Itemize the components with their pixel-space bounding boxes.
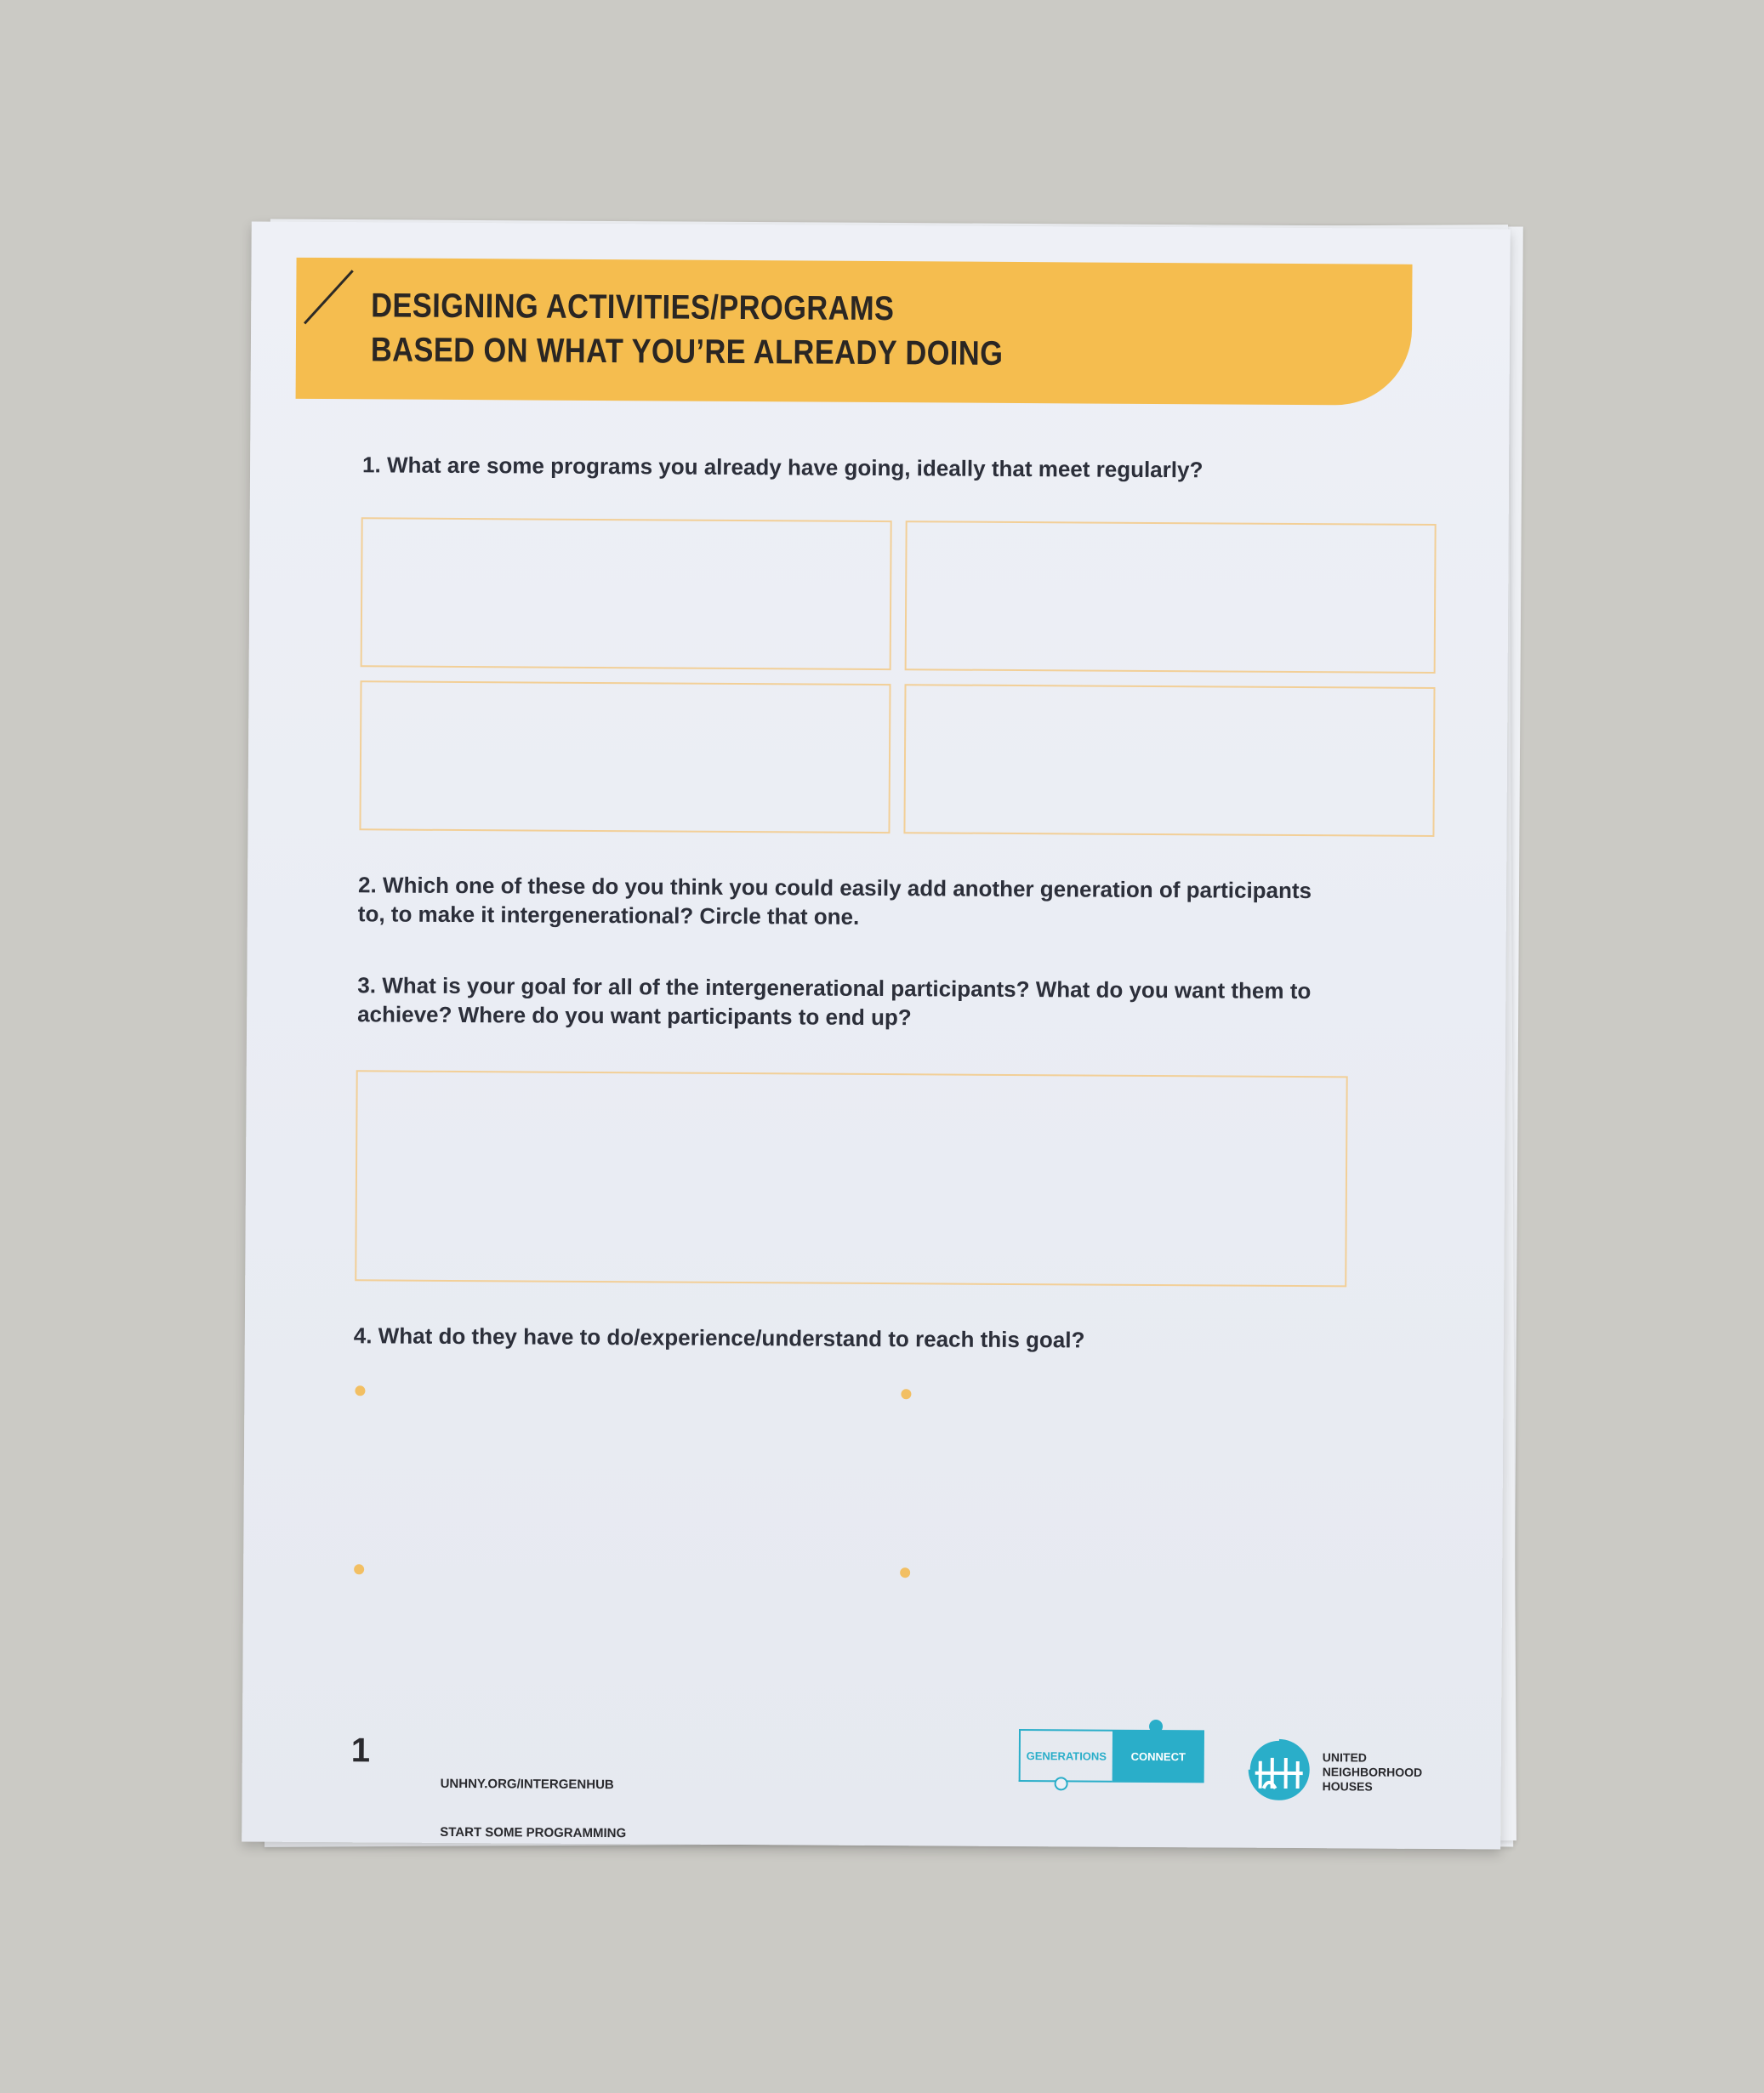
title-line-2: BASED ON WHAT YOU’RE ALREADY DOING: [370, 331, 1004, 373]
question-1: 1. What are some programs you already have going, ideally that meet regularly?: [361, 452, 1204, 483]
unh-line-1: UNITED: [1322, 1750, 1367, 1765]
footer-url-line-2: START SOME PROGRAMMING: [440, 1824, 627, 1841]
title-line-1: DESIGNING ACTIVITIES/PROGRAMS: [371, 287, 895, 328]
question-2-line-1: 2. Which one of these do you think you could easily add another generation of participants: [357, 872, 1312, 904]
question-2-line-2: to, to make it intergenerational? Circle that one.: [357, 901, 860, 930]
bullet-point: [901, 1389, 911, 1399]
unh-logo-icon: [1243, 1736, 1315, 1801]
page-number: 1: [350, 1732, 371, 1770]
page-title: [371, 283, 1004, 376]
answer-box-1b[interactable]: [905, 520, 1437, 674]
puzzle-knob-icon: [1055, 1777, 1068, 1790]
answer-box-1a[interactable]: [361, 517, 892, 670]
footer-url: [440, 1743, 627, 1874]
bullet-point: [355, 1385, 365, 1396]
unh-line-3: HOUSES: [1322, 1779, 1373, 1794]
bullet-point: [354, 1564, 364, 1574]
bullet-point: [900, 1567, 910, 1578]
footer-url-line-1: UNHNY.ORG/INTERGENHUB: [440, 1776, 614, 1793]
answer-box-1c[interactable]: [359, 680, 891, 833]
worksheet-page: [242, 221, 1511, 1849]
generations-label: GENERATIONS: [1019, 1729, 1112, 1783]
answer-box-1d[interactable]: [903, 684, 1435, 837]
title-banner: [296, 258, 1413, 406]
question-4: 4. What do they have to do/experience/understand to reach this goal?: [353, 1322, 1085, 1353]
generations-connect-logo: [1019, 1729, 1206, 1786]
unh-wordmark: [1323, 1750, 1423, 1794]
puzzle-knob-icon: [1149, 1720, 1163, 1733]
unh-line-2: NEIGHBORHOOD: [1322, 1765, 1423, 1779]
answer-box-3[interactable]: [355, 1070, 1347, 1287]
connect-label: CONNECT: [1112, 1730, 1204, 1783]
question-3-line-2: achieve? Where do you want participants to end up?: [357, 1001, 912, 1031]
pencil-slash-icon: [304, 270, 354, 324]
question-3-line-1: 3. What is your goal for all of the intergenerational participants? What do you want them to: [357, 972, 1312, 1004]
